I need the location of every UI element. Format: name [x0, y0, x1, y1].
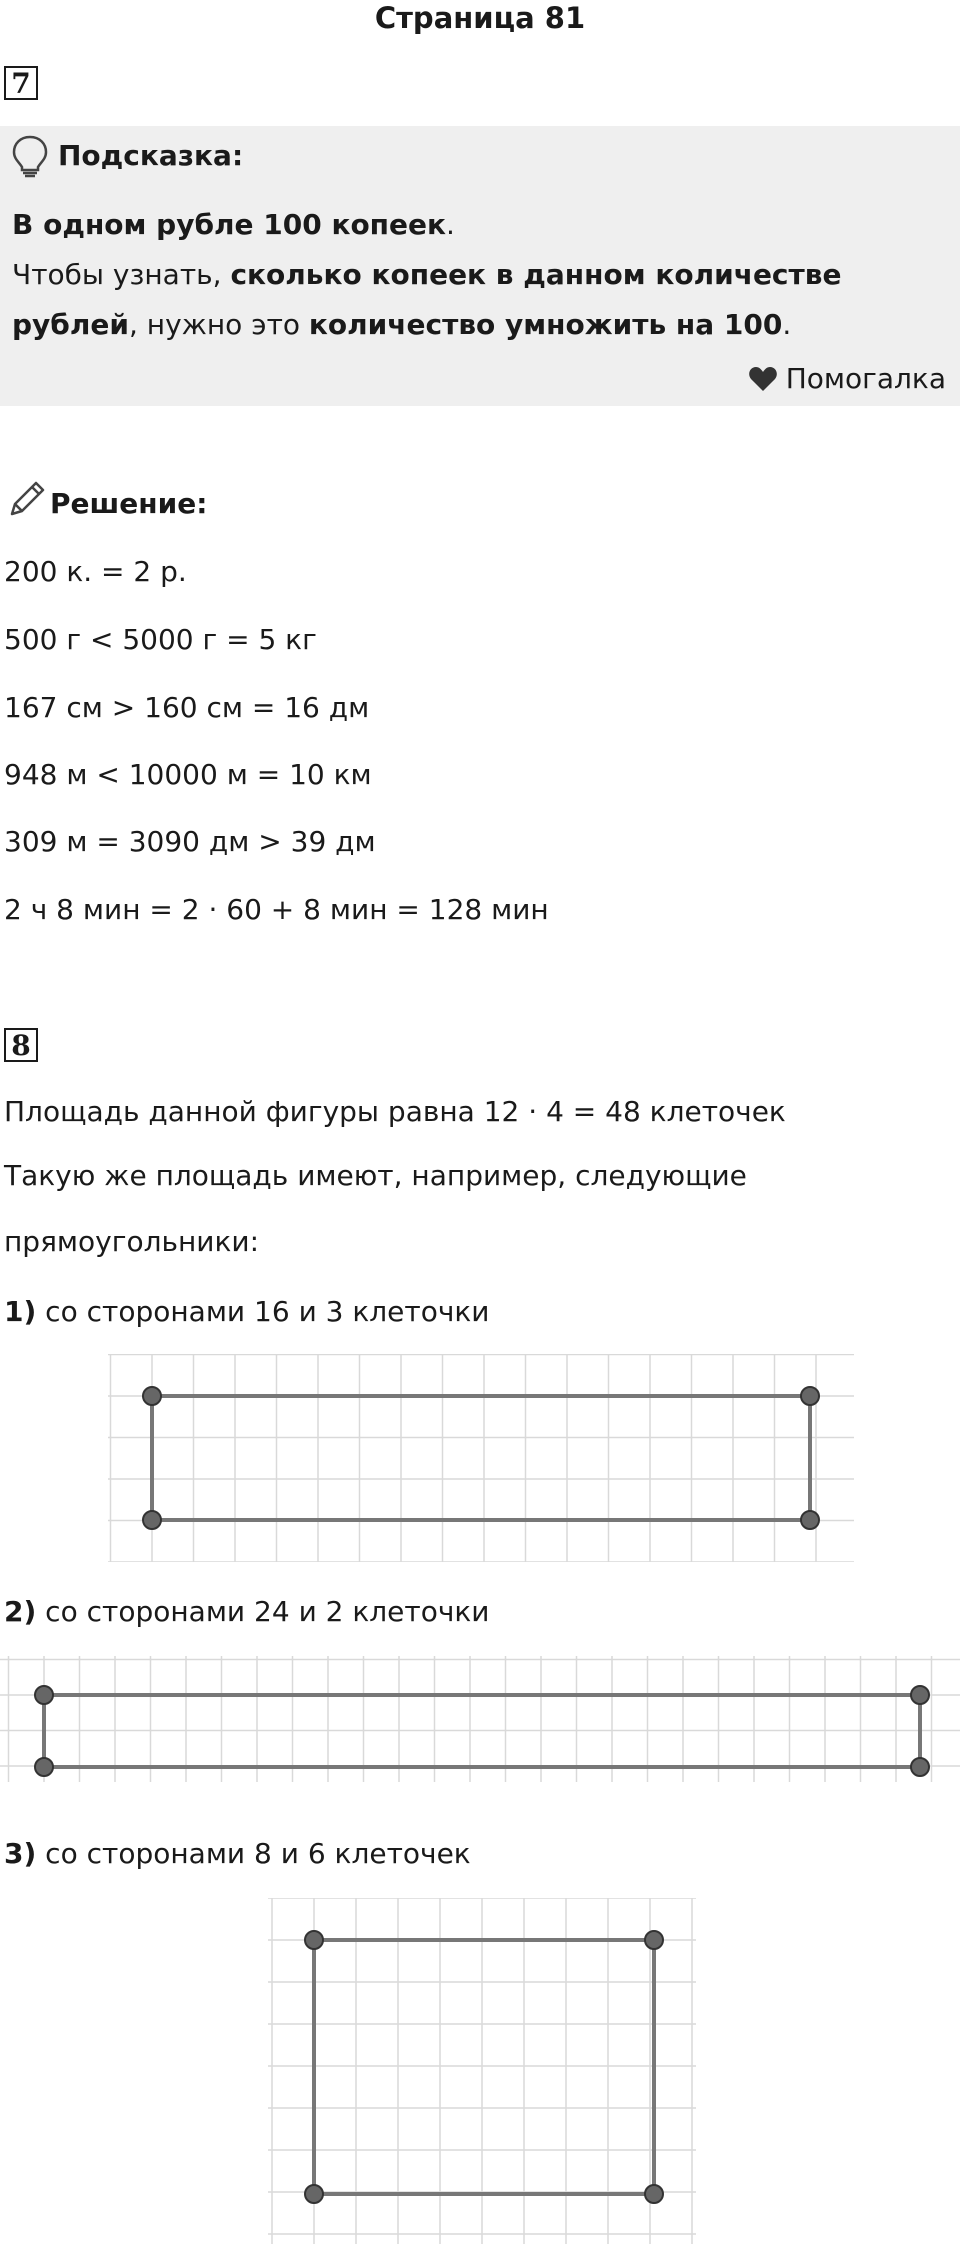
- rectangle-option-1: 1) со сторонами 16 и 3 клеточки: [4, 1295, 490, 1328]
- hint-line-2: Чтобы узнать, сколько копеек в данном количестве: [12, 258, 842, 291]
- rectangle-outline: [152, 1396, 810, 1520]
- vertex-point: [143, 1511, 161, 1529]
- solution-line: 309 м = 3090 дм > 39 дм: [4, 825, 376, 858]
- solution-line: 948 м < 10000 м = 10 км: [4, 758, 372, 791]
- vertex-point: [305, 1931, 323, 1949]
- solution-line: 200 к. = 2 р.: [4, 555, 187, 588]
- rectangle-outline: [314, 1940, 654, 2194]
- task8-text-line: Такую же площадь имеют, например, следующие: [4, 1159, 747, 1192]
- task-number-7: 7: [4, 66, 38, 100]
- vertex-point: [801, 1511, 819, 1529]
- task-number-8: 8: [4, 1028, 38, 1062]
- vertex-point: [35, 1686, 53, 1704]
- vertex-point: [645, 2185, 663, 2203]
- hint-title: Подсказка:: [58, 139, 244, 172]
- rectangle-option-3: 3) со сторонами 8 и 6 клеточек: [4, 1837, 471, 1870]
- vertex-point: [911, 1758, 929, 1776]
- heart-icon: [748, 366, 778, 392]
- vertex-point: [143, 1387, 161, 1405]
- vertex-point: [645, 1931, 663, 1949]
- rectangle-grid-2: [0, 1656, 960, 1782]
- page-title: Страница 81: [374, 1, 586, 35]
- lightbulb-icon: [10, 134, 50, 178]
- rectangle-grid-3: [268, 1898, 696, 2244]
- hint-line-3: рублей, нужно это количество умножить на 100.: [12, 308, 792, 341]
- vertex-point: [801, 1387, 819, 1405]
- rectangle-option-2: 2) со сторонами 24 и 2 клеточки: [4, 1595, 490, 1628]
- hint-line-1: В одном рубле 100 копеек.: [12, 208, 455, 241]
- rectangle-grid-1: [108, 1354, 854, 1562]
- credit-text: Помогалка: [785, 362, 946, 395]
- vertex-point: [911, 1686, 929, 1704]
- solution-line: 167 см > 160 см = 16 дм: [4, 691, 370, 724]
- vertex-point: [305, 2185, 323, 2203]
- vertex-point: [35, 1758, 53, 1776]
- solution-title: Решение:: [50, 487, 208, 520]
- solution-line: 500 г < 5000 г = 5 кг: [4, 623, 317, 656]
- credit-label: [748, 359, 946, 399]
- task8-text-line: прямоугольники:: [4, 1225, 260, 1258]
- pencil-icon: [6, 478, 48, 520]
- task8-text-line: Площадь данной фигуры равна 12 · 4 = 48 клеточек: [4, 1095, 786, 1128]
- solution-line: 2 ч 8 мин = 2 · 60 + 8 мин = 128 мин: [4, 893, 549, 926]
